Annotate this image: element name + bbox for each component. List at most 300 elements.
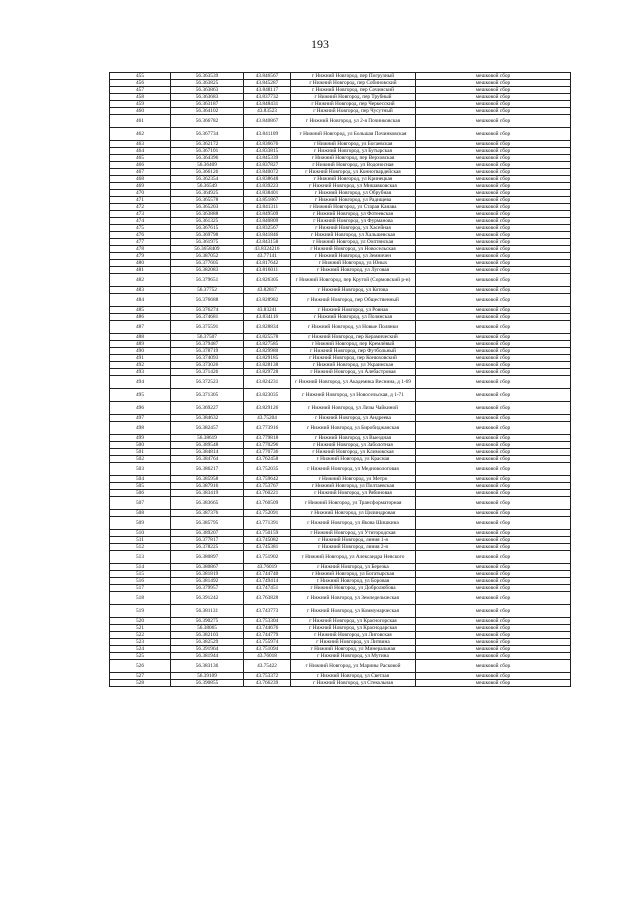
table-row [110,128,571,141]
longitude-cell: 43.83241 [244,307,291,314]
address-cell: г Нижний Новгород, ул Мишавковская [291,183,416,190]
collection-type-cell: мешковой сбор [416,155,571,162]
longitude-cell: 43.849509 [244,211,291,218]
latitude-cell: 56.383136 [171,660,244,673]
row-number-cell: 513 [110,551,171,564]
table-row [110,204,571,211]
address-cell: г Нижний Новгород, ул Коммунарческая [291,605,416,618]
address-cell: г Нижний Новгород, ул Алебастровая [291,369,416,376]
table-row [110,362,571,369]
collection-type-cell: мешковой сбор [416,211,571,218]
row-number-cell: 496 [110,402,171,415]
longitude-cell: 43.751094 [244,646,291,653]
longitude-cell: 43.841109 [244,128,291,141]
table-row [110,415,571,422]
row-number-cell: 456 [110,80,171,87]
address-cell: г Нижний Новгород, ул Полтаевская [291,483,416,490]
address-cell: г Нижний Новгород, ул Лиговская [291,632,416,639]
collection-type-cell: мешковой сбор [416,355,571,362]
collection-type-cell: мешковой сбор [416,415,571,422]
row-number-cell: 490 [110,348,171,355]
longitude-cell: 43.760509 [244,497,291,510]
address-cell: г Нижний Новгород, ул Добролюбова [291,585,416,592]
collection-type-cell: мешковой сбор [416,176,571,183]
address-cell: г Нижний Новгород, ул Боровая [291,578,416,585]
latitude-cell: 56.363825 [171,80,244,87]
table-row [110,422,571,435]
longitude-cell: 43.836676 [244,141,291,148]
address-cell: г Нижний Новгород, ул Мутина [291,653,416,660]
table-row [110,211,571,218]
latitude-cell: 56.390855 [171,680,244,687]
longitude-cell: 43.846567 [244,73,291,80]
collection-type-cell: мешковой сбор [416,585,571,592]
table-row [110,639,571,646]
address-cell: г Нижний Новгород, ул Водоносная [291,162,416,169]
row-number-cell: 495 [110,389,171,402]
address-cell: г Нижний Новгород, ул Краснодарская [291,625,416,632]
longitude-cell: 43.744676 [244,625,291,632]
longitude-cell: 43.747451 [244,585,291,592]
collection-type-cell: мешковой сбор [416,578,571,585]
row-number-cell: 471 [110,197,171,204]
latitude-cell: 56.379487 [171,341,244,348]
address-cell: г Нижний Новгород, пер Чусутный [291,108,416,115]
address-cell: г Нижний Новгород, ул Новосельская [291,246,416,253]
latitude-cell: 56.38619 [171,435,244,442]
row-number-cell: 527 [110,673,171,680]
table-row [110,497,571,510]
address-cell: г Нижний Новгород, ул Радищева [291,197,416,204]
address-cell: г Нижний Новгород, ул Стекольная [291,680,416,687]
table-row [110,476,571,483]
latitude-cell: 56.385795 [171,517,244,530]
longitude-cell: 43.760221 [244,490,291,497]
row-number-cell: 485 [110,307,171,314]
address-cell: г Нижний Новгород, ул Андреева [291,415,416,422]
latitude-cell: 56.382103 [171,632,244,639]
longitude-cell: 43.745381 [244,544,291,551]
address-cell: г Нижний Новгород, ул Полянская [291,314,416,321]
row-number-cell: 462 [110,128,171,141]
latitude-cell: 56.381492 [171,578,244,585]
longitude-cell: 43.828834 [244,321,291,334]
row-number-cell: 512 [110,544,171,551]
latitude-cell: 56.385958 [171,476,244,483]
collection-type-cell: мешковой сбор [416,225,571,232]
table-row [110,646,571,653]
latitude-cell: 56.379957 [171,585,244,592]
longitude-cell: 43.762458 [244,456,291,463]
collection-type-cell: мешковой сбор [416,456,571,463]
row-number-cell: 466 [110,162,171,169]
collection-type-cell: мешковой сбор [416,362,571,369]
longitude-cell: 43.841311 [244,204,291,211]
latitude-cell: 56.367615 [171,225,244,232]
latitude-cell: 56.383665 [171,497,244,510]
latitude-cell: 56.386217 [171,463,244,476]
table-row [110,155,571,162]
collection-type-cell: мешковой сбор [416,618,571,625]
latitude-cell: 56.38065 [171,625,244,632]
longitude-cell: 43.8324216 [244,246,291,253]
row-number-cell: 483 [110,287,171,294]
table-row [110,101,571,108]
collection-type-cell: мешковой сбор [416,267,571,274]
table-row [110,115,571,128]
longitude-cell: 43.829126 [244,402,291,415]
address-cell: г Нижний Новгород, линия 1-я [291,537,416,544]
row-number-cell: 492 [110,362,171,369]
row-number-cell: 520 [110,618,171,625]
collection-type-cell: мешковой сбор [416,73,571,80]
table-row [110,246,571,253]
collection-type-cell: мешковой сбор [416,341,571,348]
table-row [110,537,571,544]
collection-type-cell: мешковой сбор [416,253,571,260]
row-number-cell: 480 [110,260,171,267]
latitude-cell: 56.387052 [171,253,244,260]
address-cell: г Нижний Новгород, ул Цилиндровая [291,510,416,517]
collection-type-cell: мешковой сбор [416,128,571,141]
longitude-cell: 43.829185 [244,355,291,362]
row-number-cell: 508 [110,510,171,517]
table-row [110,544,571,551]
address-cell: г Нижний Новгород, пер Крутой (Сормовский р-н) [291,274,416,287]
table-row [110,162,571,169]
longitude-cell: 43.773916 [244,422,291,435]
latitude-cell: 56.381131 [171,605,244,618]
table-row [110,517,571,530]
table-row [110,190,571,197]
latitude-cell: 56.384814 [171,449,244,456]
row-number-cell: 458 [110,94,171,101]
collection-type-cell: мешковой сбор [416,246,571,253]
latitude-cell: 56.387916 [171,483,244,490]
latitude-cell: 56.365203 [171,204,244,211]
address-cell: г Нижний Новгород, ул Трансформаторная [291,497,416,510]
longitude-cell: 43.816011 [244,267,291,274]
address-cell: г Нижний Новгород, пер Общественный [291,294,416,307]
address-cell: г Нижний Новгород, ул Литвина [291,639,416,646]
row-number-cell: 501 [110,449,171,456]
row-number-cell: 487 [110,321,171,334]
collection-type-cell: мешковой сбор [416,334,571,341]
collection-type-cell: мешковой сбор [416,141,571,148]
collection-type-cell: мешковой сбор [416,571,571,578]
collection-type-cell: мешковой сбор [416,449,571,456]
longitude-cell: 43.829728 [244,369,291,376]
row-number-cell: 464 [110,148,171,155]
latitude-cell: 56.377817 [171,537,244,544]
address-cell: г Нижний Новгород, ул Старая Канава [291,204,416,211]
address-cell: г Нижний Новгород, ул Земничен [291,253,416,260]
collection-type-cell: мешковой сбор [416,402,571,415]
longitude-cell: 43.832567 [244,225,291,232]
collection-type-cell: мешковой сбор [416,294,571,307]
row-number-cell: 507 [110,497,171,510]
row-number-cell: 479 [110,253,171,260]
address-cell: г Нижний Новгород, ул Хальшевская [291,232,416,239]
address-cell: г Нижний Новгород, ул Выездная [291,435,416,442]
row-number-cell: 511 [110,537,171,544]
table-row [110,442,571,449]
collection-type-cell: мешковой сбор [416,260,571,267]
address-cell: г Нижний Новгород, ул Медновологовая [291,463,416,476]
row-number-cell: 523 [110,639,171,646]
longitude-cell: 43.840867 [244,115,291,128]
table-row [110,680,571,687]
address-cell: г Нижний Новгород, ул 2-я Починковская [291,115,416,128]
collection-type-cell: мешковой сбор [416,551,571,564]
longitude-cell: 43.755974 [244,639,291,646]
address-cell: г Нижний Новгород, ул Утигородская [291,530,416,537]
row-number-cell: 481 [110,267,171,274]
collection-type-cell: мешковой сбор [416,162,571,169]
latitude-cell: 56.371426 [171,369,244,376]
collection-type-cell: мешковой сбор [416,517,571,530]
address-cell: г Нижний Новгород, ул Красная [291,456,416,463]
row-number-cell: 469 [110,183,171,190]
row-number-cell: 477 [110,239,171,246]
latitude-cell: 56.362354 [171,176,244,183]
table-row [110,176,571,183]
address-cell: г Нижний Новгород, пер Футбольный [291,348,416,355]
latitude-cell: 56.367734 [171,128,244,141]
collection-type-cell: мешковой сбор [416,639,571,646]
row-number-cell: 510 [110,530,171,537]
table-row [110,632,571,639]
row-number-cell: 478 [110,246,171,253]
longitude-cell: 43.745082 [244,537,291,544]
longitude-cell: 43.845339 [244,155,291,162]
row-number-cell: 514 [110,564,171,571]
table-row [110,287,571,294]
latitude-cell: 56.391242 [171,592,244,605]
address-cell: г Нижний Новгород, ул Рябиновая [291,490,416,497]
collection-type-cell: мешковой сбор [416,376,571,389]
row-number-cell: 509 [110,517,171,530]
latitude-cell: 56.373026 [171,362,244,369]
longitude-cell: 43.77141 [244,253,291,260]
table-row [110,490,571,497]
table-row [110,239,571,246]
address-cell: г Нижний Новгород, пер Кремлёвый [291,341,416,348]
address-cell: г Нижний Новгород, ул Климовская [291,449,416,456]
latitude-cell: 56.378225 [171,544,244,551]
table-row [110,141,571,148]
collection-type-cell: мешковой сбор [416,673,571,680]
collection-type-cell: мешковой сбор [416,274,571,287]
address-cell: г Нижний Новгород, ул Заболотная [291,442,416,449]
longitude-cell: 43.752091 [244,510,291,517]
row-number-cell: 499 [110,435,171,442]
longitude-cell: 43.763828 [244,592,291,605]
row-number-cell: 475 [110,225,171,232]
row-number-cell: 528 [110,680,171,687]
address-cell: г Нижний Новгород, ул Фурманова [291,218,416,225]
longitude-cell: 43.753767 [244,483,291,490]
collection-type-cell: мешковой сбор [416,287,571,294]
table-row [110,225,571,232]
latitude-cell: 56.366126 [171,169,244,176]
longitude-cell: 43.766239 [244,680,291,687]
latitude-cell: 56.372523 [171,376,244,389]
collection-type-cell: мешковой сбор [416,94,571,101]
collection-type-cell: мешковой сбор [416,632,571,639]
latitude-cell: 56.376274 [171,307,244,314]
longitude-cell: 43.751902 [244,551,291,564]
row-number-cell: 460 [110,108,171,115]
longitude-cell: 43.759642 [244,476,291,483]
row-number-cell: 486 [110,314,171,321]
latitude-cell: 56.369798 [171,232,244,239]
latitude-cell: 56.379651 [171,274,244,287]
collection-type-cell: мешковой сбор [416,476,571,483]
table-row [110,169,571,176]
table-row [110,571,571,578]
address-cell: г Нижний Новгород, ул Кринецкая [291,176,416,183]
row-number-cell: 522 [110,632,171,639]
longitude-cell: 43.829980 [244,348,291,355]
latitude-cell: 56.391964 [171,646,244,653]
table-row [110,463,571,476]
longitude-cell: 43.828982 [244,294,291,307]
longitude-cell: 43.76019 [244,564,291,571]
table-row [110,660,571,673]
collection-type-cell: мешковой сбор [416,108,571,115]
table-row [110,530,571,537]
latitude-cell: 56.381944 [171,653,244,660]
page-number: 193 [311,37,329,51]
longitude-cell: 43.76018 [244,653,291,660]
latitude-cell: 56.374681 [171,314,244,321]
table-row [110,341,571,348]
row-number-cell: 468 [110,176,171,183]
longitude-cell: 43.828138 [244,362,291,369]
latitude-cell: 56.378719 [171,348,244,355]
collection-type-cell: мешковой сбор [416,115,571,128]
collection-type-cell: мешковой сбор [416,530,571,537]
collection-type-cell: мешковой сбор [416,483,571,490]
longitude-cell: 43.838401 [244,190,291,197]
table-row [110,673,571,680]
collection-type-cell: мешковой сбор [416,537,571,544]
table-row [110,578,571,585]
latitude-cell: 56.382457 [171,422,244,435]
address-cell: г Нижний Новгород, ул Котова [291,287,416,294]
row-number-cell: 484 [110,294,171,307]
table-row [110,307,571,314]
longitude-cell: 43.82817 [244,287,291,294]
collection-type-cell: мешковой сбор [416,80,571,87]
table-row [110,294,571,307]
longitude-cell: 43.744779 [244,632,291,639]
row-number-cell: 473 [110,211,171,218]
row-number-cell: 517 [110,585,171,592]
address-cell: г Нижний Новгород, ул Большая Починковская [291,128,416,141]
longitude-cell: 43.753304 [244,618,291,625]
address-cell: г Нижний Новгород, ул Ровная [291,307,416,314]
row-number-cell: 516 [110,578,171,585]
latitude-cell: 56.361975 [171,239,244,246]
longitude-cell: 43.75422 [244,660,291,673]
table-row [110,260,571,267]
latitude-cell: 56.376688 [171,294,244,307]
address-cell: г Нижний Новгород, пер Керамический [291,334,416,341]
table-row [110,625,571,632]
latitude-cell: 56.384632 [171,415,244,422]
latitude-cell: 56.362172 [171,141,244,148]
latitude-cell: 56.363683 [171,94,244,101]
latitude-cell: 56.367101 [171,148,244,155]
longitude-cell: 43.771391 [244,517,291,530]
latitude-cell: 56.37507 [171,334,244,341]
longitude-cell: 43.840809 [244,218,291,225]
address-cell: г Нижний Новгород, пер Конюховский [291,355,416,362]
table-row [110,551,571,564]
table-row [110,197,571,204]
address-cell: г Нижний Новгород, ул Конногвардейская [291,169,416,176]
collection-type-cell: мешковой сбор [416,435,571,442]
table-row [110,183,571,190]
collection-type-cell: мешковой сбор [416,660,571,673]
table-row [110,389,571,402]
collection-type-cell: мешковой сбор [416,592,571,605]
latitude-cell: 56.383419 [171,490,244,497]
collection-type-cell: мешковой сбор [416,183,571,190]
address-cell: г Нижний Новгород, ул Новые Полянки [291,321,416,334]
latitude-cell: 56.389207 [171,530,244,537]
latitude-cell: 56.36409 [171,162,244,169]
table-row [110,94,571,101]
longitude-cell: 43.743773 [244,605,291,618]
table-row [110,605,571,618]
table-row [110,435,571,442]
collection-type-cell: мешковой сбор [416,497,571,510]
longitude-cell: 43.833815 [244,148,291,155]
row-number-cell: 519 [110,605,171,618]
longitude-cell: 43.83523 [244,108,291,115]
latitude-cell: 56.381819 [171,571,244,578]
collection-type-cell: мешковой сбор [416,321,571,334]
latitude-cell: 56.382083 [171,267,244,274]
table-row [110,87,571,94]
address-cell: г Нижний Новгород, пер Сочинский [291,87,416,94]
longitude-cell: 43.838648 [244,176,291,183]
address-cell: г Нижний Новгород, ул Юных [291,260,416,267]
table-row [110,267,571,274]
latitude-cell: 56.364925 [171,190,244,197]
row-number-cell: 457 [110,87,171,94]
latitude-cell: 56.389548 [171,442,244,449]
longitude-cell: 43.770296 [244,442,291,449]
collection-type-cell: мешковой сбор [416,307,571,314]
collection-type-cell: мешковой сбор [416,564,571,571]
address-cell: г Нижний Новгород, ул Украинская [291,362,416,369]
longitude-cell: 43.823035 [244,389,291,402]
collection-type-cell: мешковой сбор [416,101,571,108]
latitude-cell: 56.363187 [171,101,244,108]
address-cell: г Нижний Новгород, ул Светлая [291,673,416,680]
collection-type-cell: мешковой сбор [416,490,571,497]
row-number-cell: 506 [110,490,171,497]
table-row [110,376,571,389]
collection-type-cell: мешковой сбор [416,190,571,197]
longitude-cell: 43.825578 [244,334,291,341]
latitude-cell: 56.387376 [171,510,244,517]
address-cell: г Нижний Новгород, ул Лизы Чайкиной [291,402,416,415]
